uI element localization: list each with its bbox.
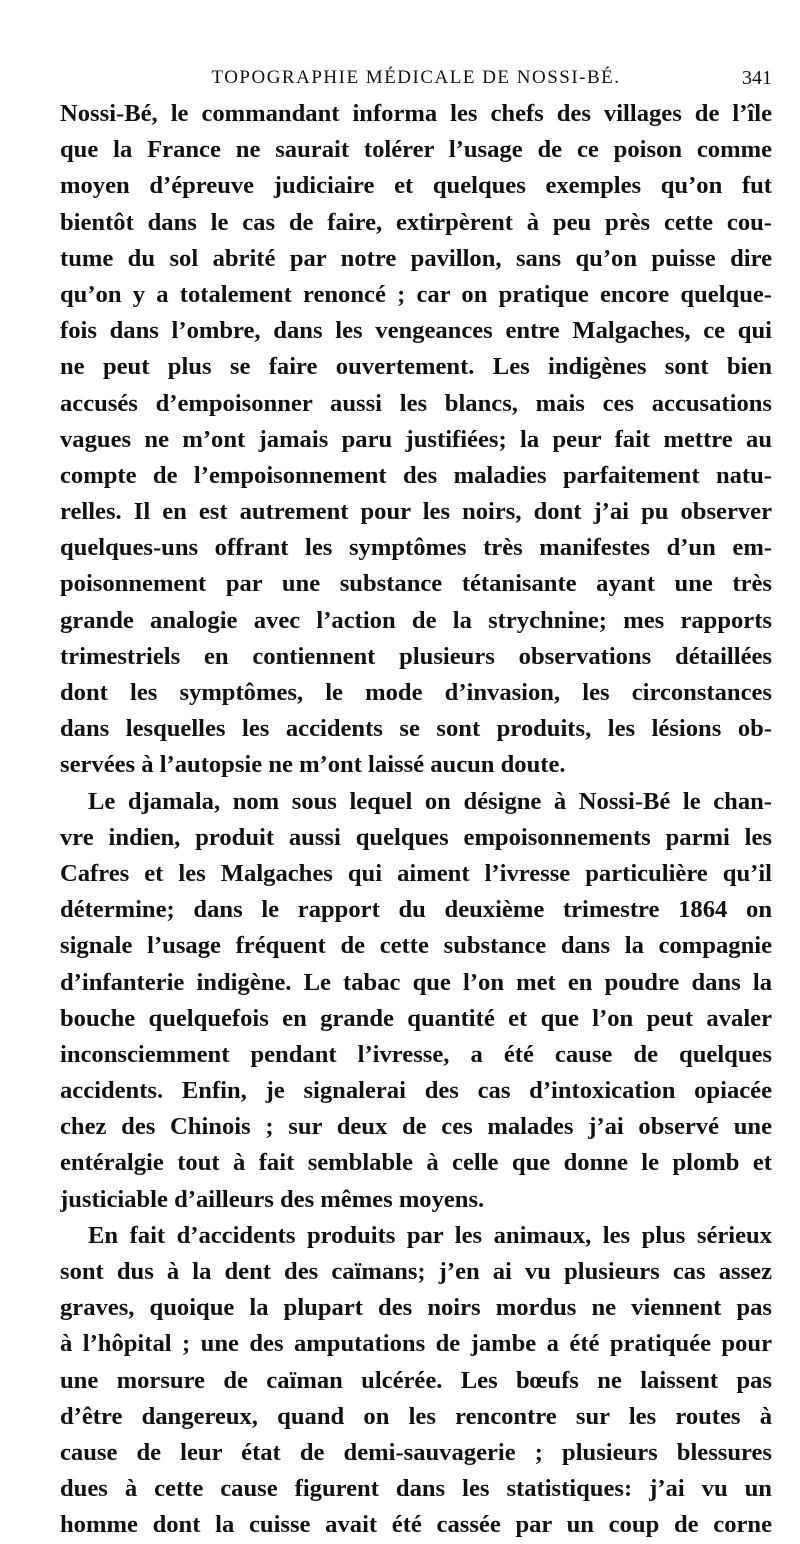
- text-line: bouche quelquefois en grande quantité et que l’on peut avaler: [60, 1004, 772, 1032]
- text-line: entéralgie tout à fait semblable à celle que donne le plomb et: [60, 1149, 772, 1177]
- text-line: cause de leur état de demi-sauvagerie ; plusieurs blessures: [60, 1438, 772, 1466]
- text-line: vagues ne m’ont jamais paru justifiées; la peur fait mettre au: [60, 425, 772, 453]
- text-line: relles. Il en est autrement pour les noirs, dont j’ai pu observer: [60, 498, 772, 526]
- text-line: graves, quoique la plupart des noirs mordus ne viennent pas: [60, 1294, 772, 1322]
- text-line: bientôt dans le cas de faire, extirpèrent à peu près cette cou-: [60, 208, 772, 236]
- text-line: Cafres et les Malgaches qui aiment l’ivresse particulière qu’il: [60, 859, 772, 887]
- text-line: à l’hôpital ; une des amputations de jambe a été pratiquée pour: [60, 1330, 772, 1358]
- running-title: TOPOGRAPHIE MÉDICALE DE NOSSI-BÉ.: [211, 67, 621, 88]
- text-line: ne peut plus se faire ouvertement. Les indigènes sont bien: [60, 353, 772, 381]
- text-line: d’être dangereux, quand on les rencontre sur les routes à: [60, 1402, 772, 1430]
- text-line: dans lesquelles les accidents se sont produits, les lésions ob-: [60, 715, 772, 743]
- text-line: grande analogie avec l’action de la strychnine; mes rapports: [60, 606, 772, 634]
- text-line: accusés d’empoisonner aussi les blancs, mais ces accusations: [60, 389, 772, 417]
- text-line: une morsure de caïman ulcérée. Les bœufs ne laissent pas: [60, 1366, 772, 1394]
- text-line: que la France ne saurait tolérer l’usage de ce poison comme: [60, 136, 772, 164]
- paragraph-start-line: Le djamala, nom sous lequel on désigne à Nossi-Bé le chan-: [88, 787, 772, 815]
- text-line: quelques-uns offrant les symptômes très manifestes d’un em-: [60, 534, 772, 562]
- text-line: Nossi-Bé, le commandant informa les chefs des villages de l’île: [60, 100, 772, 127]
- body-text: [60, 96, 772, 1544]
- text-line: trimestriels en contiennent plusieurs observations détaillées: [60, 642, 772, 670]
- text-line: signale l’usage fréquent de cette substance dans la compagnie: [60, 932, 772, 960]
- paragraph-end-line: justiciable d’ailleurs des mêmes moyens.: [60, 1185, 485, 1213]
- paragraph-end-line: servées à l’autopsie ne m’ont laissé aucun doute.: [60, 751, 566, 779]
- text-line: d’infanterie indigène. Le tabac que l’on met en poudre dans la: [60, 968, 772, 996]
- text-line: vre indien, produit aussi quelques empoisonnements parmi les: [60, 823, 772, 851]
- text-line: fois dans l’ombre, dans les vengeances entre Malgaches, ce qui: [60, 317, 772, 345]
- text-line: sont dus à la dent des caïmans; j’en ai vu plusieurs cas assez: [60, 1258, 772, 1285]
- text-line: tume du sol abrité par notre pavillon, sans qu’on puisse dire: [60, 244, 772, 272]
- text-line: dues à cette cause figurent dans les statistiques: j’ai vu un: [60, 1475, 772, 1503]
- text-line: qu’on y a totalement renoncé ; car on pratique encore quelque-: [60, 280, 772, 308]
- text-line: homme dont la cuisse avait été cassée par un coup de corne: [60, 1511, 772, 1539]
- text-line: détermine; dans le rapport du deuxième trimestre 1864 on: [60, 896, 772, 924]
- text-line: dont les symptômes, le mode d’invasion, les circonstances: [60, 679, 772, 706]
- text-line: inconsciemment pendant l’ivresse, a été cause de quelques: [60, 1040, 772, 1068]
- page-number: 341: [742, 67, 772, 89]
- text-line: chez des Chinois ; sur deux de ces malades j’ai observé une: [60, 1113, 772, 1141]
- text-line: moyen d’épreuve judiciaire et quelques exemples qu’on fut: [60, 172, 772, 200]
- text-line: poisonnement par une substance tétanisante ayant une très: [60, 570, 772, 598]
- text-line: accidents. Enfin, je signalerai des cas d’intoxication opiacée: [60, 1077, 772, 1105]
- paragraph-start-line: En fait d’accidents produits par les animaux, les plus sérieux: [88, 1221, 772, 1249]
- page-header: [60, 64, 772, 92]
- text-line: compte de l’empoisonnement des maladies parfaitement natu-: [60, 461, 772, 489]
